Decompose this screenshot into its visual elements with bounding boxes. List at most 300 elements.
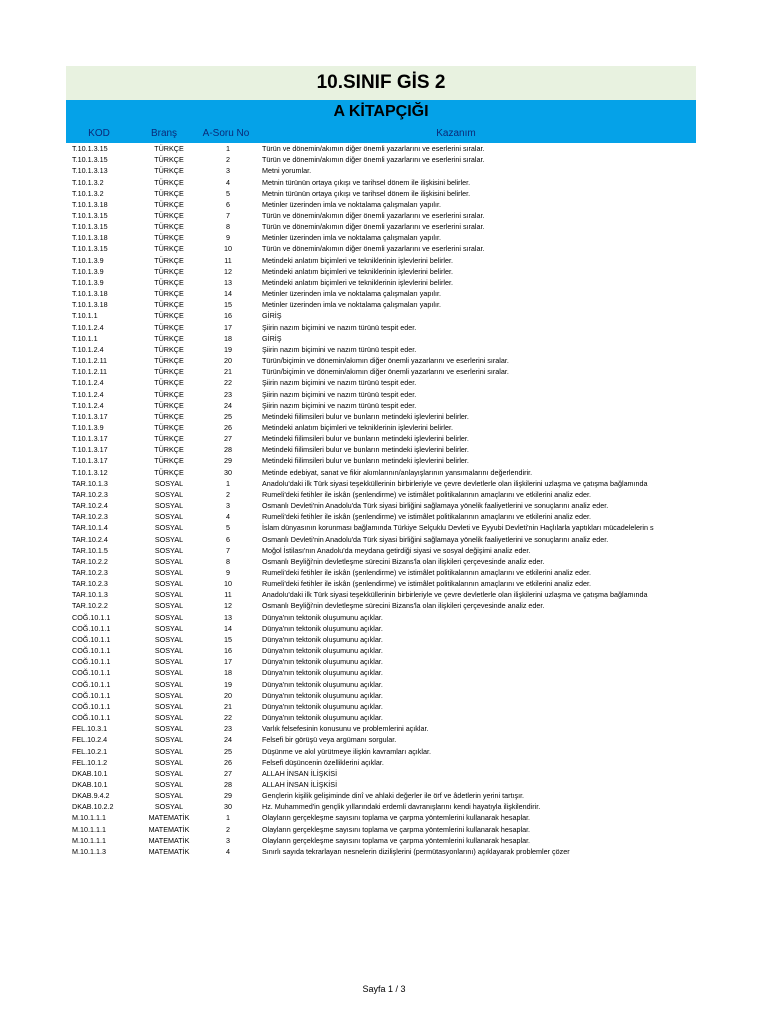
cell-soru-no: 15: [224, 300, 232, 310]
cell-kod: COĞ.10.1.1: [72, 701, 111, 711]
cell-soru-no: 17: [224, 322, 232, 332]
cell-kazanim: Rumeli'deki fetihler ile iskân (şenlendirme) ve istimâlet politikalarının amaçlarını ve etkilerini analiz eder.: [262, 568, 591, 578]
cell-brans: SOSYAL: [154, 601, 184, 611]
cell-kod: T.10.1.1: [72, 333, 98, 343]
cell-kod: DKAB.10.2.2: [72, 802, 114, 812]
table-row: [66, 723, 696, 734]
table-row: [66, 422, 696, 433]
table-row: [66, 745, 696, 756]
cell-kod: T.10.1.2.4: [72, 322, 104, 332]
cell-kazanim: Metindeki fiilimsileri bulur ve bunların metindeki işlevlerini belirler.: [262, 434, 469, 444]
cell-kod: M.10.1.1.1: [72, 824, 106, 834]
cell-kazanim: Osmanlı Beyliği'nin devletleşme sürecini Bizans'la olan ilişkileri çerçevesinde analiz eder.: [262, 601, 545, 611]
cell-kod: T.10.1.3.9: [72, 277, 104, 287]
cell-kod: T.10.1.1: [72, 311, 98, 321]
cell-brans: SOSYAL: [154, 568, 184, 578]
cell-brans: SOSYAL: [154, 791, 184, 801]
table-row: [66, 734, 696, 745]
cell-kazanim: Şiirin nazım biçimini ve nazım türünü tespit eder.: [262, 322, 417, 332]
cell-kod: T.10.1.3.15: [72, 244, 108, 254]
cell-brans: TÜRKÇE: [154, 244, 184, 254]
cell-kazanim: Metinler üzerinden imla ve noktalama çalışmaları yapılır.: [262, 300, 441, 310]
cell-soru-no: 9: [226, 568, 230, 578]
table-row: [66, 467, 696, 478]
cell-kazanim: Dünya'nın tektonik oluşumunu açıklar.: [262, 668, 383, 678]
cell-soru-no: 4: [226, 512, 230, 522]
cell-brans: SOSYAL: [154, 512, 184, 522]
cell-kod: T.10.1.3.2: [72, 177, 104, 187]
page-title: 10.SINIF GİS 2: [66, 66, 696, 100]
table-row: [66, 589, 696, 600]
cell-kod: TAR.10.2.3: [72, 512, 108, 522]
cell-brans: TÜRKÇE: [154, 155, 184, 165]
cell-brans: MATEMATİK: [148, 846, 190, 856]
table-row: [66, 656, 696, 667]
booklet-title: A KİTAPÇIĞI: [66, 100, 696, 124]
cell-kod: T.10.1.3.17: [72, 411, 108, 421]
cell-brans: SOSYAL: [154, 634, 184, 644]
cell-soru-no: 2: [226, 824, 230, 834]
cell-kod: T.10.1.2.4: [72, 344, 104, 354]
header-kazanim: Kazanım: [436, 128, 476, 139]
cell-soru-no: 17: [224, 657, 232, 667]
cell-brans: SOSYAL: [154, 501, 184, 511]
table-row: [66, 623, 696, 634]
table-row: [66, 768, 696, 779]
cell-kod: TAR.10.2.3: [72, 579, 108, 589]
table-row: [66, 199, 696, 210]
cell-soru-no: 29: [224, 456, 232, 466]
cell-soru-no: 11: [224, 255, 232, 265]
cell-soru-no: 12: [224, 601, 232, 611]
cell-kazanim: Metnin türünün ortaya çıkışı ve tarihsel dönem ile ilişkisini belirler.: [262, 177, 471, 187]
table-row: [66, 567, 696, 578]
table-row: [66, 232, 696, 243]
cell-brans: SOSYAL: [154, 579, 184, 589]
cell-kod: T.10.1.3.9: [72, 422, 104, 432]
cell-brans: TÜRKÇE: [154, 400, 184, 410]
cell-kazanim: GİRİŞ: [262, 333, 282, 343]
header-kod: KOD: [88, 128, 110, 139]
cell-soru-no: 14: [224, 623, 232, 633]
cell-kazanim: Metindeki anlatım biçimleri ve tekniklerinin işlevlerini belirler.: [262, 277, 453, 287]
cell-brans: TÜRKÇE: [154, 233, 184, 243]
table-row: [66, 846, 696, 857]
cell-kod: COĞ.10.1.1: [72, 612, 111, 622]
cell-kazanim: Metinde edebiyat, sanat ve fikir akımlarının/anlayışlarının yansımalarını değerlendirir.: [262, 467, 533, 477]
cell-kazanim: Gençlerin kişilik gelişiminde dinî ve ahlaki değerler ile örf ve âdetlerin yerini tartışır.: [262, 791, 525, 801]
table-row: [66, 333, 696, 344]
cell-kod: M.10.1.1.1: [72, 835, 106, 845]
cell-kod: T.10.1.2.11: [72, 356, 108, 366]
table-row: [66, 489, 696, 500]
cell-soru-no: 4: [226, 177, 230, 187]
cell-soru-no: 26: [224, 757, 232, 767]
table-row: [66, 533, 696, 544]
cell-kod: TAR.10.2.4: [72, 501, 108, 511]
cell-brans: TÜRKÇE: [154, 277, 184, 287]
table-row: [66, 243, 696, 254]
cell-brans: SOSYAL: [154, 746, 184, 756]
cell-brans: SOSYAL: [154, 779, 184, 789]
cell-soru-no: 5: [226, 188, 230, 198]
cell-soru-no: 1: [226, 478, 230, 488]
cell-soru-no: 16: [224, 311, 232, 321]
cell-brans: SOSYAL: [154, 489, 184, 499]
cell-kazanim: Metindeki fiilimsileri bulur ve bunların metindeki işlevlerini belirler.: [262, 456, 469, 466]
table-row: [66, 165, 696, 176]
cell-kazanim: Dünya'nın tektonik oluşumunu açıklar.: [262, 612, 383, 622]
cell-kazanim: Osmanlı Devleti'nin Anadolu'da Türk siyasi birliğini sağlamaya yönelik faaliyetlerini ve sonuçlarını analiz eder.: [262, 534, 609, 544]
cell-kod: FEL.10.1.2: [72, 757, 108, 767]
cell-kod: T.10.1.3.15: [72, 144, 108, 154]
cell-kod: M.10.1.1.3: [72, 846, 106, 856]
cell-brans: TÜRKÇE: [154, 456, 184, 466]
cell-kazanim: Şiirin nazım biçimini ve nazım türünü tespit eder.: [262, 389, 417, 399]
cell-kazanim: Türün ve dönemin/akımın diğer önemli yazarlarını ve eserlerini sıralar.: [262, 244, 485, 254]
cell-kazanim: Metindeki fiilimsileri bulur ve bunların metindeki işlevlerini belirler.: [262, 411, 469, 421]
cell-kazanim: Metnin türünün ortaya çıkışı ve tarihsel dönem ile ilişkisini belirler.: [262, 188, 471, 198]
table-row: [66, 634, 696, 645]
cell-kazanim: Felsefi düşüncenin özelliklerini açıklar.: [262, 757, 384, 767]
cell-brans: TÜRKÇE: [154, 289, 184, 299]
cell-kod: T.10.1.3.18: [72, 300, 108, 310]
table-row: [66, 578, 696, 589]
cell-kazanim: Olayların gerçekleşme sayısını toplama ve çarpma yöntemlerini kullanarak hesaplar.: [262, 824, 531, 834]
table-row: [66, 255, 696, 266]
cell-brans: TÜRKÇE: [154, 255, 184, 265]
cell-kazanim: Düşünme ve akıl yürütmeye ilişkin kavramları açıklar.: [262, 746, 431, 756]
cell-kazanim: Metinler üzerinden imla ve noktalama çalışmaları yapılır.: [262, 233, 441, 243]
cell-brans: TÜRKÇE: [154, 344, 184, 354]
table-row: [66, 779, 696, 790]
cell-brans: SOSYAL: [154, 646, 184, 656]
cell-soru-no: 15: [224, 634, 232, 644]
cell-brans: SOSYAL: [154, 768, 184, 778]
cell-kazanim: Metindeki anlatım biçimleri ve tekniklerinin işlevlerini belirler.: [262, 255, 453, 265]
cell-kod: T.10.1.3.18: [72, 289, 108, 299]
cell-kod: TAR.10.2.4: [72, 534, 108, 544]
cell-soru-no: 8: [226, 556, 230, 566]
cell-soru-no: 10: [224, 244, 232, 254]
table-row: [66, 835, 696, 846]
cell-brans: SOSYAL: [154, 545, 184, 555]
table-row: [66, 310, 696, 321]
cell-soru-no: 28: [224, 779, 232, 789]
cell-brans: MATEMATİK: [148, 835, 190, 845]
cell-brans: SOSYAL: [154, 534, 184, 544]
cell-brans: MATEMATİK: [148, 813, 190, 823]
cell-kazanim: Şiirin nazım biçimini ve nazım türünü tespit eder.: [262, 378, 417, 388]
table-row: [66, 679, 696, 690]
cell-soru-no: 2: [226, 155, 230, 165]
header-brans: Branş: [150, 128, 178, 139]
cell-soru-no: 27: [224, 434, 232, 444]
table-row: [66, 757, 696, 768]
cell-brans: TÜRKÇE: [154, 367, 184, 377]
cell-soru-no: 26: [224, 422, 232, 432]
cell-kazanim: Şiirin nazım biçimini ve nazım türünü tespit eder.: [262, 344, 417, 354]
cell-kod: T.10.1.3.9: [72, 255, 104, 265]
cell-kod: T.10.1.2.4: [72, 400, 104, 410]
table-row: [66, 154, 696, 165]
cell-soru-no: 29: [224, 791, 232, 801]
cell-kod: T.10.1.2.4: [72, 389, 104, 399]
cell-soru-no: 16: [224, 646, 232, 656]
cell-brans: SOSYAL: [154, 701, 184, 711]
cell-kod: T.10.1.2.11: [72, 367, 108, 377]
cell-soru-no: 7: [226, 545, 230, 555]
cell-brans: SOSYAL: [154, 478, 184, 488]
cell-brans: TÜRKÇE: [154, 434, 184, 444]
table-row: [66, 388, 696, 399]
cell-kod: T.10.1.3.17: [72, 445, 108, 455]
cell-soru-no: 3: [226, 501, 230, 511]
cell-brans: SOSYAL: [154, 724, 184, 734]
cell-soru-no: 18: [224, 668, 232, 678]
cell-kod: T.10.1.3.13: [72, 166, 108, 176]
cell-brans: TÜRKÇE: [154, 199, 184, 209]
cell-kazanim: Türün ve dönemin/akımın diğer önemli yazarlarını ve eserlerini sıralar.: [262, 211, 485, 221]
cell-kod: TAR.10.1.4: [72, 523, 108, 533]
cell-soru-no: 4: [226, 846, 230, 856]
cell-soru-no: 1: [226, 813, 230, 823]
table-row: [66, 143, 696, 154]
table-row: [66, 299, 696, 310]
cell-soru-no: 3: [226, 835, 230, 845]
table-row: [66, 377, 696, 388]
cell-kod: TAR.10.2.3: [72, 568, 108, 578]
cell-brans: SOSYAL: [154, 757, 184, 767]
cell-brans: SOSYAL: [154, 590, 184, 600]
table-row: [66, 790, 696, 801]
cell-soru-no: 24: [224, 400, 232, 410]
cell-kazanim: Metindeki anlatım biçimleri ve tekniklerinin işlevlerini belirler.: [262, 422, 453, 432]
cell-kazanim: ALLAH İNSAN İLİŞKİSİ: [262, 768, 338, 778]
cell-kod: COĞ.10.1.1: [72, 634, 111, 644]
cell-soru-no: 13: [224, 277, 232, 287]
table-row: [66, 701, 696, 712]
table-row: [66, 344, 696, 355]
cell-kod: T.10.1.3.15: [72, 211, 108, 221]
cell-kod: TAR.10.2.3: [72, 489, 108, 499]
cell-kazanim: Moğol İstilası'nın Anadolu'da meydana getirdiği siyasi ve sosyal değişimi analiz eder.: [262, 545, 531, 555]
table-row: [66, 511, 696, 522]
cell-kod: COĞ.10.1.1: [72, 623, 111, 633]
cell-kazanim: Varlık felsefesinin konusunu ve problemlerini açıklar.: [262, 724, 429, 734]
cell-kazanim: Osmanlı Beyliği'nin devletleşme sürecini Bizans'la olan ilişkileri çerçevesinde analiz eder.: [262, 556, 545, 566]
cell-kazanim: Olayların gerçekleşme sayısını toplama ve çarpma yöntemlerini kullanarak hesaplar.: [262, 813, 531, 823]
cell-kazanim: Şiirin nazım biçimini ve nazım türünü tespit eder.: [262, 400, 417, 410]
cell-brans: SOSYAL: [154, 657, 184, 667]
sheet: [66, 66, 696, 857]
cell-kazanim: Dünya'nın tektonik oluşumunu açıklar.: [262, 646, 383, 656]
cell-kod: TAR.10.2.2: [72, 601, 108, 611]
cell-kazanim: Türün ve dönemin/akımın diğer önemli yazarlarını ve eserlerini sıralar.: [262, 155, 485, 165]
table-row: [66, 645, 696, 656]
cell-soru-no: 13: [224, 612, 232, 622]
cell-kod: DKAB.10.1: [72, 768, 108, 778]
cell-kod: TAR.10.2.2: [72, 556, 108, 566]
cell-kazanim: Osmanlı Devleti'nin Anadolu'da Türk siyasi birliğini sağlamaya yönelik faaliyetlerini ve sonuçlarını analiz eder.: [262, 501, 609, 511]
cell-kod: TAR.10.1.3: [72, 590, 108, 600]
cell-kazanim: Dünya'nın tektonik oluşumunu açıklar.: [262, 623, 383, 633]
table-row: [66, 188, 696, 199]
cell-soru-no: 5: [226, 523, 230, 533]
cell-soru-no: 2: [226, 489, 230, 499]
cell-soru-no: 27: [224, 768, 232, 778]
cell-soru-no: 6: [226, 199, 230, 209]
table-row: [66, 600, 696, 611]
table-row: [66, 221, 696, 232]
cell-kod: T.10.1.2.4: [72, 378, 104, 388]
cell-kod: T.10.1.3.17: [72, 434, 108, 444]
cell-soru-no: 9: [226, 233, 230, 243]
table-row: [66, 455, 696, 466]
cell-kod: COĞ.10.1.1: [72, 690, 111, 700]
cell-soru-no: 23: [224, 389, 232, 399]
cell-soru-no: 11: [224, 590, 232, 600]
cell-kazanim: Dünya'nın tektonik oluşumunu açıklar.: [262, 690, 383, 700]
table-row: [66, 690, 696, 701]
cell-kazanim: Rumeli'deki fetihler ile iskân (şenlendirme) ve istimâlet politikalarının amaçlarını ve etkilerini analiz eder.: [262, 489, 591, 499]
cell-kazanim: Dünya'nın tektonik oluşumunu açıklar.: [262, 679, 383, 689]
cell-soru-no: 19: [224, 344, 232, 354]
cell-soru-no: 24: [224, 735, 232, 745]
cell-soru-no: 25: [224, 746, 232, 756]
table-row: [66, 712, 696, 723]
cell-soru-no: 12: [224, 266, 232, 276]
table-row: [66, 277, 696, 288]
table-row: [66, 812, 696, 823]
cell-kazanim: ALLAH İNSAN İLİŞKİSİ: [262, 779, 338, 789]
cell-kod: FEL.10.2.1: [72, 746, 108, 756]
cell-kazanim: Hz. Muhammed'in gençlik yıllarındaki erdemli davranışlarını kendi hayatıyla ilişkilendirir.: [262, 802, 541, 812]
cell-soru-no: 18: [224, 333, 232, 343]
cell-kazanim: Metindeki anlatım biçimleri ve tekniklerinin işlevlerini belirler.: [262, 266, 453, 276]
cell-soru-no: 20: [224, 690, 232, 700]
cell-soru-no: 28: [224, 445, 232, 455]
cell-kazanim: Dünya'nın tektonik oluşumunu açıklar.: [262, 701, 383, 711]
cell-kazanim: Türün ve dönemin/akımın diğer önemli yazarlarını ve eserlerini sıralar.: [262, 222, 485, 232]
cell-kod: COĞ.10.1.1: [72, 668, 111, 678]
cell-brans: SOSYAL: [154, 612, 184, 622]
table-row: [66, 478, 696, 489]
cell-brans: TÜRKÇE: [154, 411, 184, 421]
cell-kazanim: Rumeli'deki fetihler ile iskân (şenlendirme) ve istimâlet politikalarının amaçlarını ve etkilerini analiz eder.: [262, 579, 591, 589]
cell-kazanim: Türün ve dönemin/akımın diğer önemli yazarlarını ve eserlerini sıralar.: [262, 144, 485, 154]
cell-kazanim: Sınırlı sayıda tekrarlayan nesnelerin dizilişlerini (permütasyonlarını) açıklayarak problemler çözer: [262, 846, 570, 856]
cell-brans: TÜRKÇE: [154, 445, 184, 455]
cell-soru-no: 23: [224, 724, 232, 734]
cell-kazanim: Metni yorumlar.: [262, 166, 312, 176]
cell-soru-no: 20: [224, 356, 232, 366]
cell-kod: TAR.10.1.5: [72, 545, 108, 555]
cell-brans: TÜRKÇE: [154, 166, 184, 176]
cell-brans: TÜRKÇE: [154, 422, 184, 432]
table-row: [66, 355, 696, 366]
cell-brans: TÜRKÇE: [154, 266, 184, 276]
cell-kod: T.10.1.3.15: [72, 222, 108, 232]
cell-soru-no: 3: [226, 166, 230, 176]
cell-brans: SOSYAL: [154, 679, 184, 689]
cell-brans: TÜRKÇE: [154, 467, 184, 477]
cell-soru-no: 21: [224, 367, 232, 377]
cell-kod: FEL.10.2.4: [72, 735, 108, 745]
cell-brans: TÜRKÇE: [154, 300, 184, 310]
cell-brans: TÜRKÇE: [154, 322, 184, 332]
cell-kod: DKAB.10.1: [72, 779, 108, 789]
cell-kazanim: Anadolu'daki ilk Türk siyasi teşekküllerinin birbirleriyle ve çevre devletlerle olan ilişkilerini uzlaşma ve çatışma bağlamında: [262, 478, 648, 488]
table-row: [66, 322, 696, 333]
cell-soru-no: 8: [226, 222, 230, 232]
cell-kod: FEL.10.3.1: [72, 724, 108, 734]
cell-kazanim: Metinler üzerinden imla ve noktalama çalışmaları yapılır.: [262, 199, 441, 209]
cell-kod: T.10.1.3.17: [72, 456, 108, 466]
cell-kazanim: İslam dünyasının korunması bağlamında Türkiye Selçuklu Devleti ve Eyyubi Devleti'nin Haçlılarla yaptıkları mücadelelerin s: [262, 523, 654, 533]
cell-kazanim: Metinler üzerinden imla ve noktalama çalışmaları yapılır.: [262, 289, 441, 299]
cell-soru-no: 7: [226, 211, 230, 221]
cell-brans: TÜRKÇE: [154, 144, 184, 154]
cell-kod: TAR.10.1.3: [72, 478, 108, 488]
cell-brans: MATEMATİK: [148, 824, 190, 834]
table-row: [66, 500, 696, 511]
table-row: [66, 801, 696, 812]
cell-brans: SOSYAL: [154, 802, 184, 812]
page-footer: Sayfa 1 / 3: [362, 984, 406, 994]
cell-kod: COĞ.10.1.1: [72, 713, 111, 723]
cell-brans: TÜRKÇE: [154, 333, 184, 343]
cell-brans: TÜRKÇE: [154, 211, 184, 221]
cell-brans: SOSYAL: [154, 668, 184, 678]
cell-kod: T.10.1.3.12: [72, 467, 108, 477]
cell-brans: SOSYAL: [154, 735, 184, 745]
cell-kazanim: Dünya'nın tektonik oluşumunu açıklar.: [262, 713, 383, 723]
cell-kazanim: Felsefi bir görüşü veya argümanı sorgular.: [262, 735, 397, 745]
cell-brans: TÜRKÇE: [154, 356, 184, 366]
cell-brans: TÜRKÇE: [154, 188, 184, 198]
cell-brans: TÜRKÇE: [154, 389, 184, 399]
table-body: [66, 143, 696, 857]
cell-soru-no: 6: [226, 534, 230, 544]
cell-kazanim: Metindeki fiilimsileri bulur ve bunların metindeki işlevlerini belirler.: [262, 445, 469, 455]
header-soru-no: A-Soru No: [202, 128, 250, 139]
table-row: [66, 556, 696, 567]
cell-kod: T.10.1.3.2: [72, 188, 104, 198]
table-row: [66, 210, 696, 221]
cell-kod: T.10.1.3.18: [72, 233, 108, 243]
table-row: [66, 444, 696, 455]
cell-brans: SOSYAL: [154, 713, 184, 723]
cell-kazanim: Türün/biçimin ve dönemin/akımın diğer önemli yazarlarını ve eserlerini sıralar.: [262, 356, 509, 366]
cell-kazanim: Rumeli'deki fetihler ile iskân (şenlendirme) ve istimâlet politikalarının amaçlarını ve etkilerini analiz eder.: [262, 512, 591, 522]
table-row: [66, 176, 696, 187]
cell-brans: TÜRKÇE: [154, 378, 184, 388]
cell-kazanim: Olayların gerçekleşme sayısını toplama ve çarpma yöntemlerini kullanarak hesaplar.: [262, 835, 531, 845]
cell-brans: SOSYAL: [154, 556, 184, 566]
cell-kazanim: Anadolu'daki ilk Türk siyasi teşekküllerinin birbirleriyle ve çevre devletlerle olan ilişkilerini uzlaşma ve çatışma bağlamında: [262, 590, 648, 600]
table-row: [66, 522, 696, 533]
cell-brans: SOSYAL: [154, 690, 184, 700]
cell-kazanim: Türün/biçimin ve dönemin/akımın diğer önemli yazarlarını ve eserlerini sıralar.: [262, 367, 509, 377]
cell-kod: DKAB.9.4.2: [72, 791, 110, 801]
table-row: [66, 400, 696, 411]
cell-soru-no: 30: [224, 467, 232, 477]
cell-soru-no: 10: [224, 579, 232, 589]
table-row: [66, 266, 696, 277]
cell-brans: TÜRKÇE: [154, 222, 184, 232]
table-row: [66, 824, 696, 835]
